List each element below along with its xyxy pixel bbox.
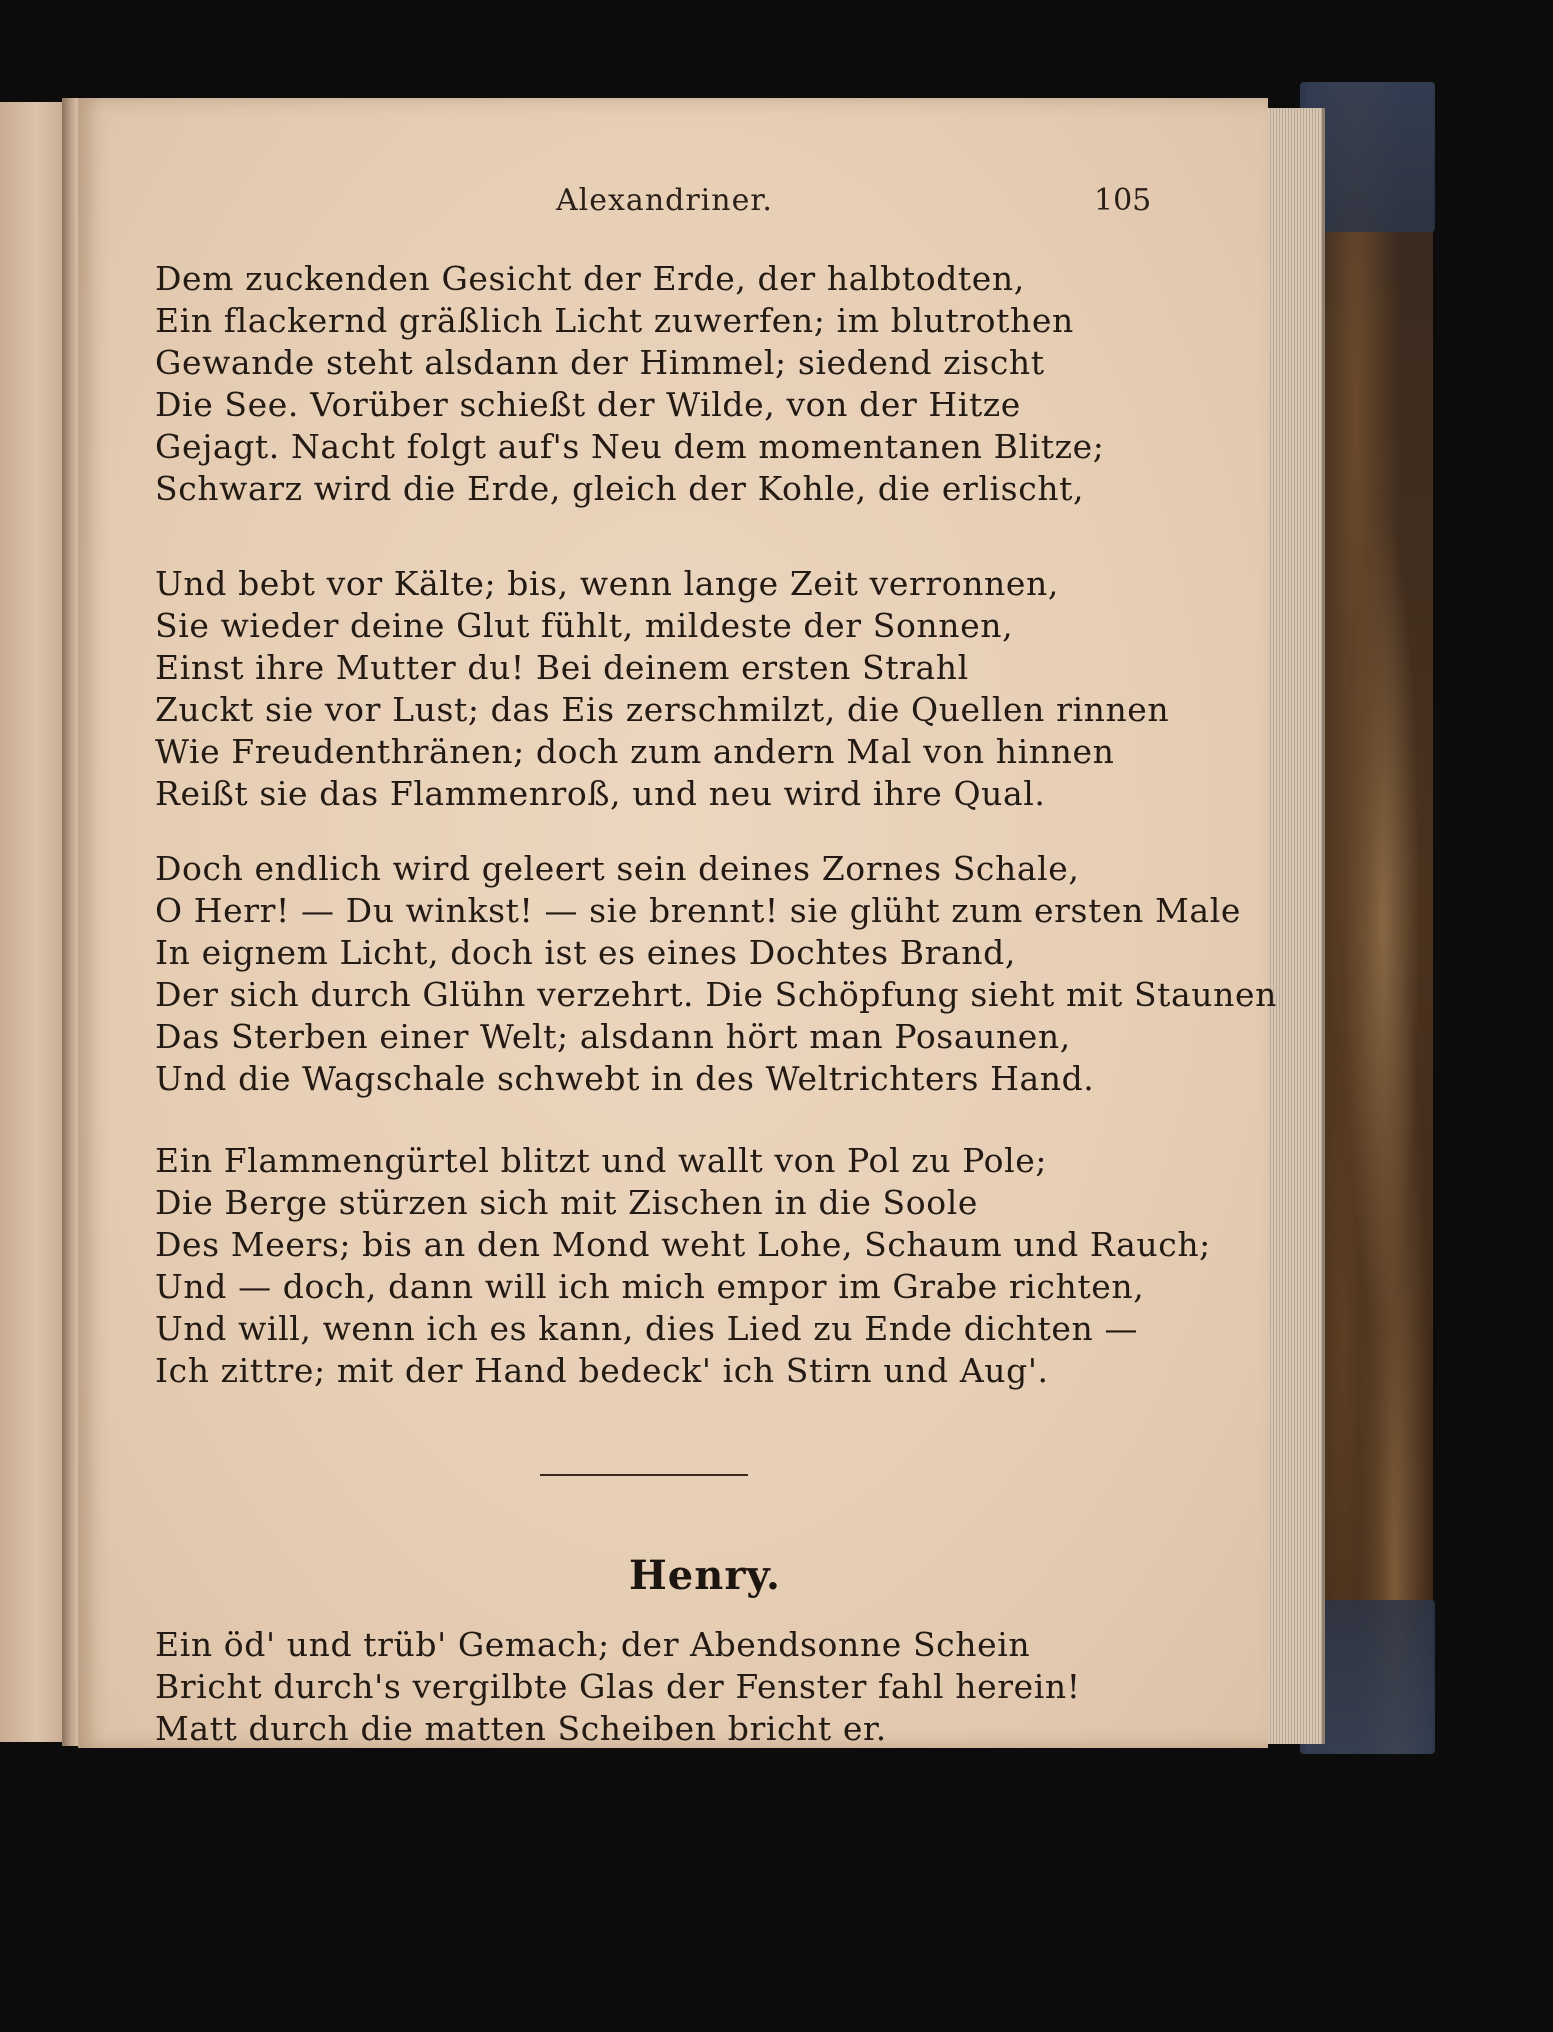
verse-line: Das Sterben einer Welt; alsdann hört man Posaunen, xyxy=(155,1017,1071,1056)
verse-line: Bricht durch's vergilbte Glas der Fenster fahl herein! xyxy=(155,1667,1081,1706)
book-gutter xyxy=(62,98,78,1746)
verse-line: Ein Flammengürtel blitzt und wallt von Pol zu Pole; xyxy=(155,1141,1048,1180)
verse-line: Die Berge stürzen sich mit Zischen in die Soole xyxy=(155,1183,978,1222)
verse-line: Sie wieder deine Glut fühlt, mildeste der Sonnen, xyxy=(155,606,1014,645)
verse-line: Dem zuckenden Gesicht der Erde, der halbtodten, xyxy=(155,259,1025,298)
verse-line: Und — doch, dann will ich mich empor im Grabe richten, xyxy=(155,1267,1145,1306)
verse-line: Und will, wenn ich es kann, dies Lied zu Ende dichten — xyxy=(155,1309,1139,1348)
verse-line: Der sich durch Glühn verzehrt. Die Schöpfung sieht mit Staunen xyxy=(155,975,1277,1014)
verse-line: Doch endlich wird geleert sein deines Zornes Schale, xyxy=(155,849,1080,888)
stanza-2 xyxy=(155,563,1169,815)
verse-line: Des Meers; bis an den Mond weht Lohe, Schaum und Rauch; xyxy=(155,1225,1211,1264)
section-title: Henry. xyxy=(629,1552,781,1599)
verse-line: Ich zittre; mit der Hand bedeck' ich Stirn und Aug'. xyxy=(155,1351,1049,1390)
verse-line: Matt durch die matten Scheiben bricht er. xyxy=(155,1709,887,1748)
verse-line: Gewande steht alsdann der Himmel; siedend zischt xyxy=(155,343,1045,382)
verse-line: Und die Wagschale schwebt in des Weltrichters Hand. xyxy=(155,1059,1095,1098)
running-title: Alexandriner. xyxy=(556,183,773,218)
verse-line: Wie Freudenthränen; doch zum andern Mal von hinnen xyxy=(155,732,1115,771)
verse-line: Schwarz wird die Erde, gleich der Kohle, die erlischt, xyxy=(155,469,1085,508)
stanza-3 xyxy=(155,848,1277,1100)
section-divider xyxy=(540,1474,748,1476)
left-page-edge xyxy=(0,102,64,1742)
verse-line: Ein flackernd gräßlich Licht zuwerfen; im blutrothen xyxy=(155,301,1074,340)
page-number: 105 xyxy=(1094,183,1152,218)
verse-line: Zuckt sie vor Lust; das Eis zerschmilzt, die Quellen rinnen xyxy=(155,690,1170,729)
verse-line: Reißt sie das Flammenroß, und neu wird ihre Qual. xyxy=(155,774,1046,813)
stanza-1 xyxy=(155,258,1104,510)
verse-line: In eignem Licht, doch ist es eines Dochtes Brand, xyxy=(155,933,1016,972)
verse-line: Die See. Vorüber schießt der Wilde, von der Hitze xyxy=(155,385,1021,424)
verse-line: O Herr! — Du winkst! — sie brennt! sie glüht zum ersten Male xyxy=(155,891,1241,930)
section-stanza xyxy=(155,1624,1081,1750)
verse-line: Einst ihre Mutter du! Bei deinem ersten Strahl xyxy=(155,648,969,687)
verse-line: Und bebt vor Kälte; bis, wenn lange Zeit verronnen, xyxy=(155,564,1059,603)
verse-line: Gejagt. Nacht folgt auf's Neu dem momentanen Blitze; xyxy=(155,427,1105,466)
verse-line: Ein öd' und trüb' Gemach; der Abendsonne Schein xyxy=(155,1625,1031,1664)
stanza-4 xyxy=(155,1140,1211,1392)
